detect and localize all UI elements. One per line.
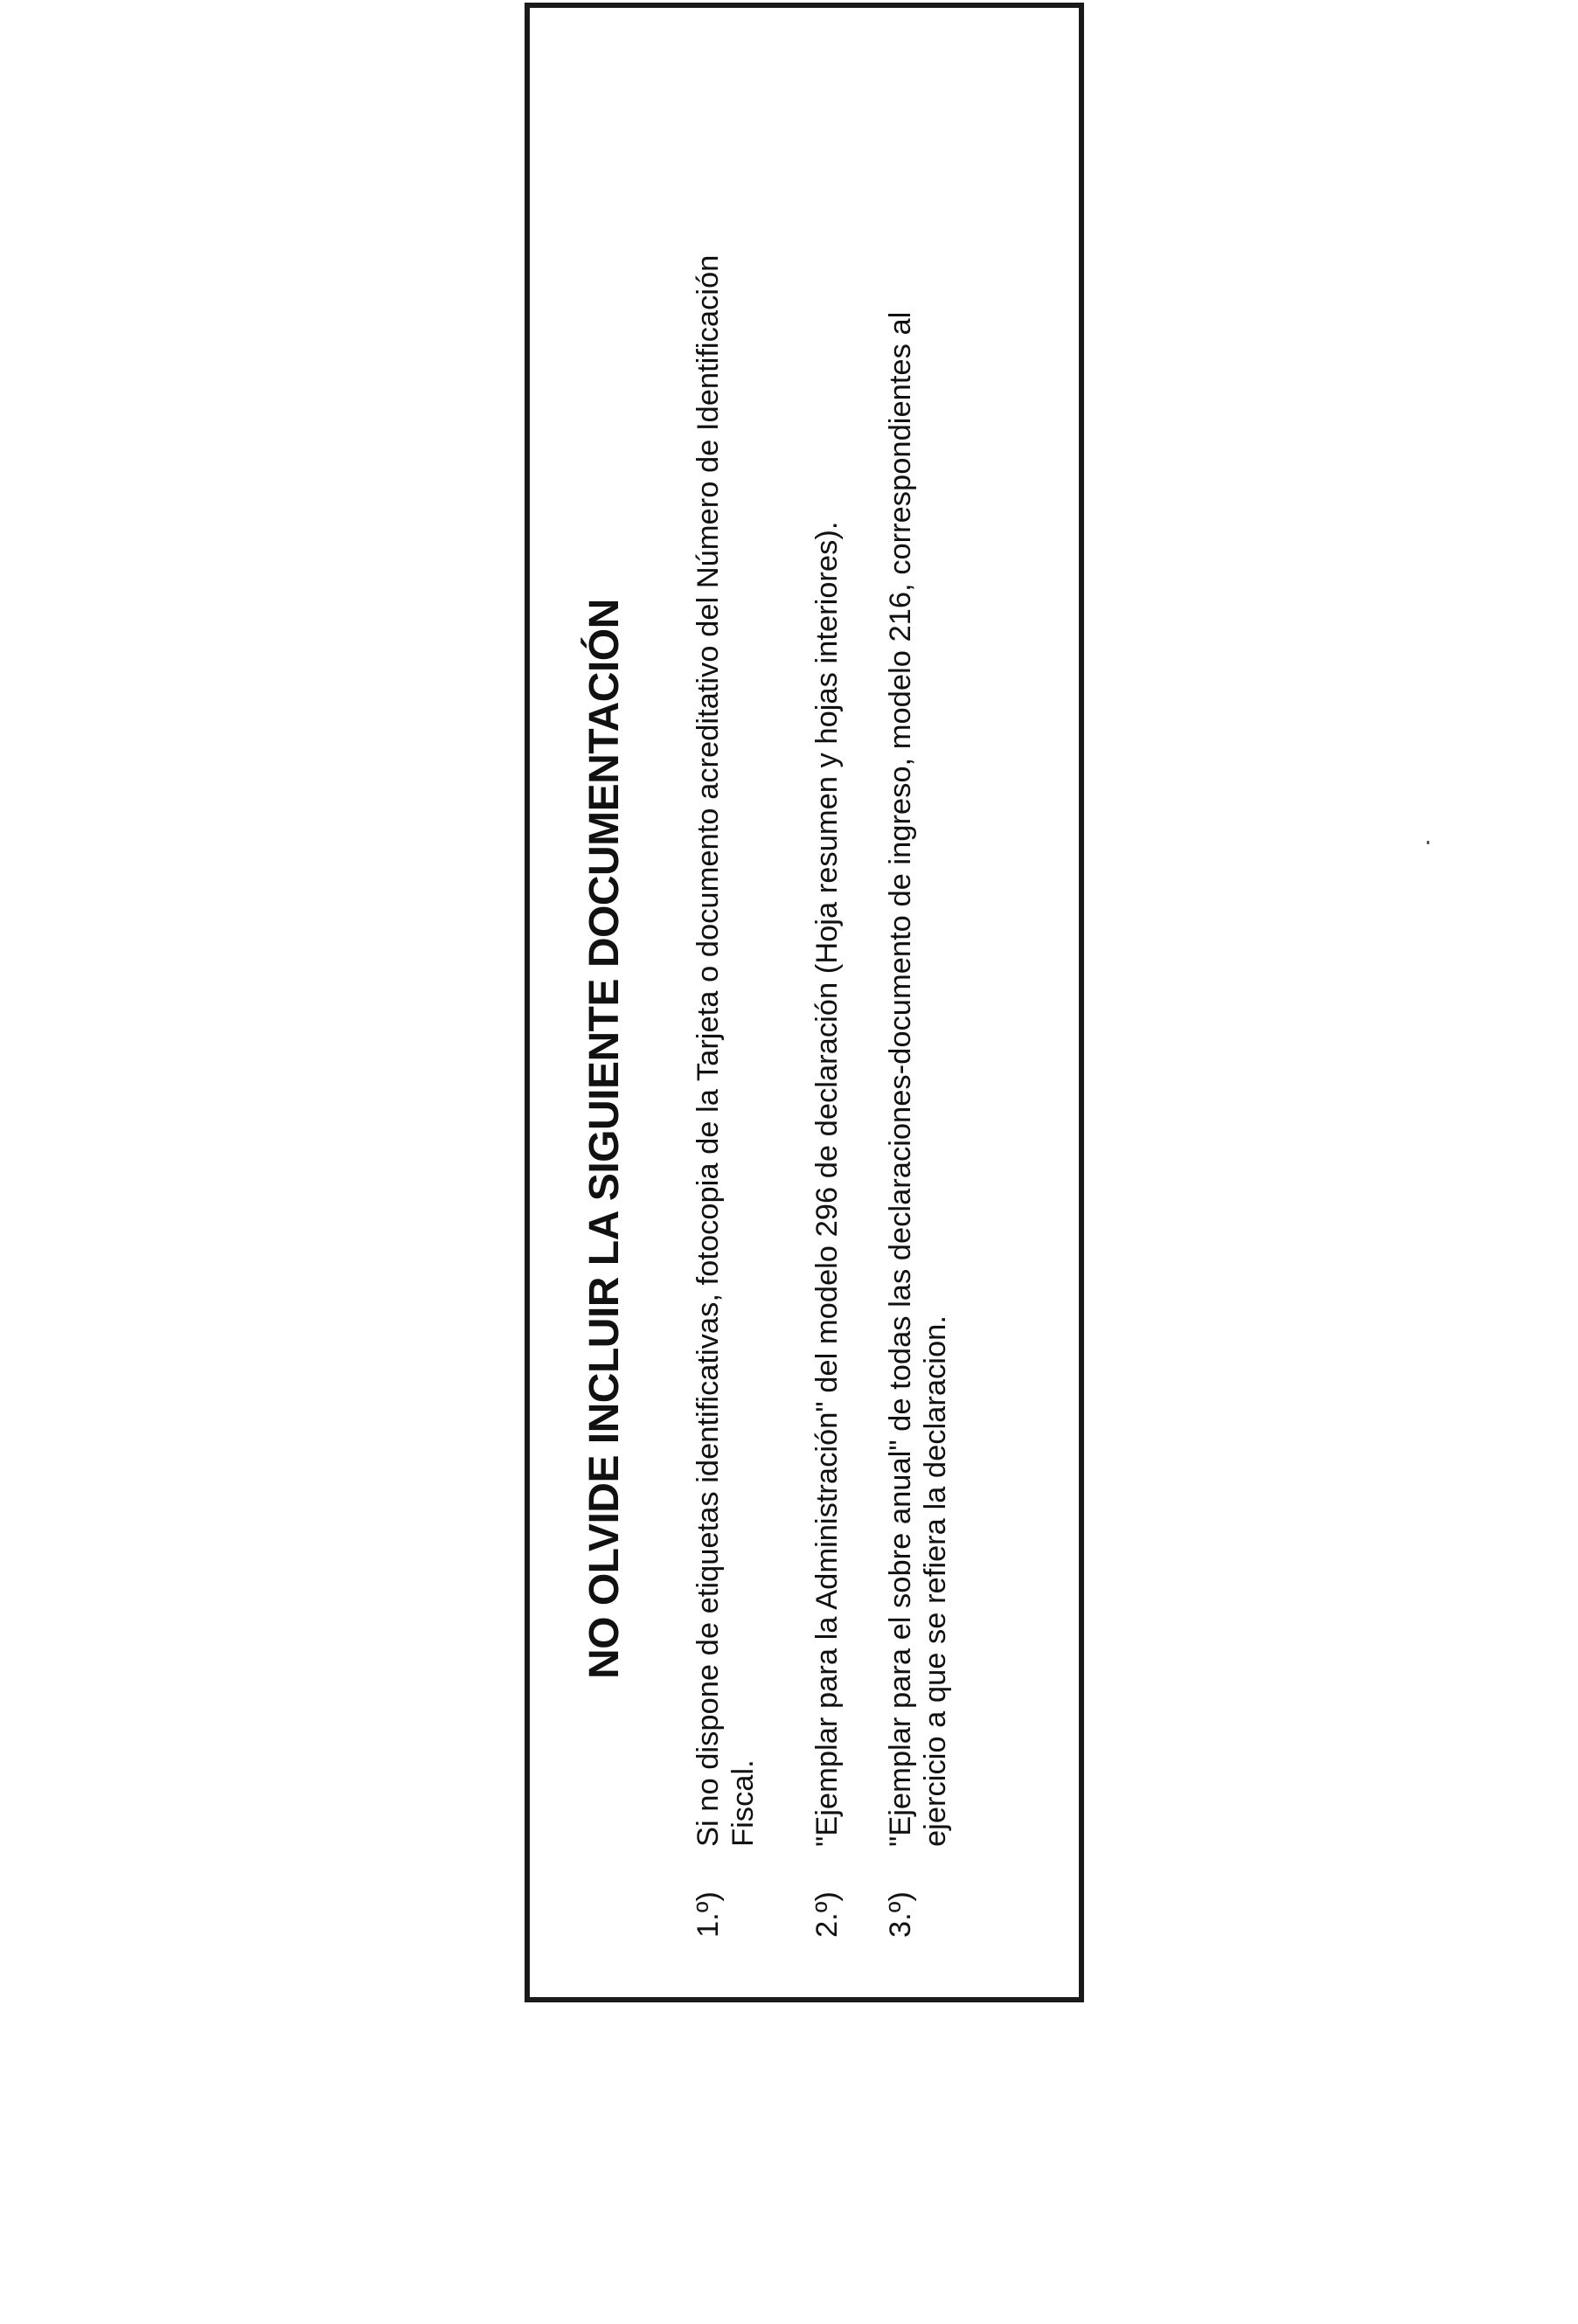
list-item <box>691 204 761 1938</box>
item-text: Si no dispone de etiquetas identificativas, fotocopia de la Tarjeta o documento acreditativo del Número de Identificación Fiscal. <box>692 254 760 1847</box>
scan-speck <box>1427 841 1429 844</box>
notice-content <box>525 3 1084 2002</box>
item-number: 1.º) <box>692 1891 725 1938</box>
notice-title: NO OLVIDE INCLUIR LA SIGUIENTE DOCUMENTACIÓN <box>581 599 628 1679</box>
item-number: 2.º) <box>810 1891 844 1938</box>
list-item <box>810 204 845 1938</box>
item-text: "Ejemplar para el sobre anual" de todas las declaraciones-documento de ingreso, modelo 216, correspondientes al ejercicio a que se refiera la declaracion. <box>884 311 952 1847</box>
item-text: "Ejemplar para la Administración" del modelo 296 de declaración (Hoja resumen y hojas interiores). <box>810 521 844 1847</box>
documentation-notice-box <box>525 3 1084 2002</box>
item-number: 3.º) <box>884 1891 917 1938</box>
list-item <box>883 204 953 1938</box>
